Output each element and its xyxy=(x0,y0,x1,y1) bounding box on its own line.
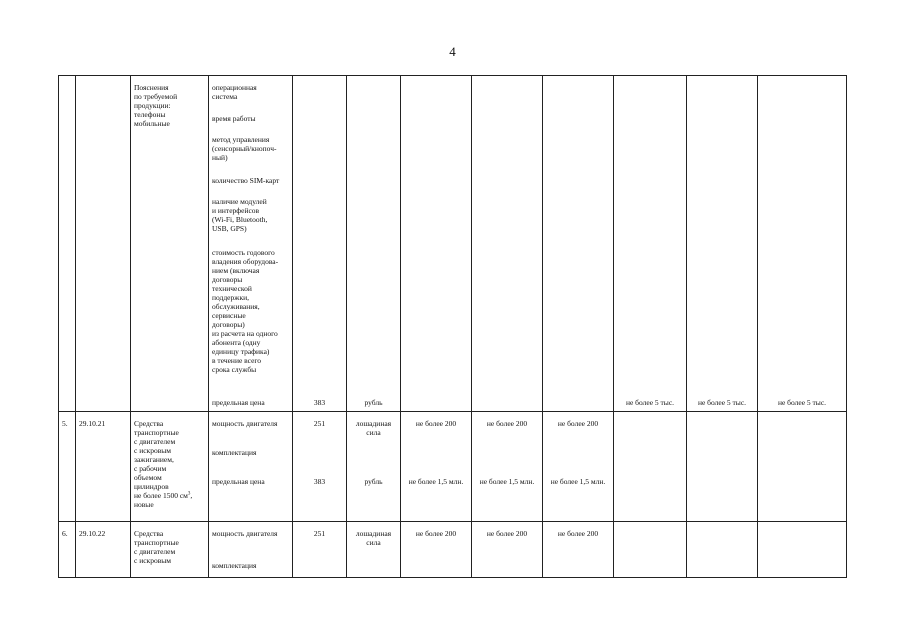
value-cell: не более 200 xyxy=(543,522,614,578)
value-cell xyxy=(543,76,614,412)
product-name-cell: Пояснения по требуемой продукции: телефоны мобильные xyxy=(131,76,209,412)
characteristic-price-limit: предельная цена xyxy=(212,477,265,486)
code-cell xyxy=(76,76,131,412)
okei-name-cell: лошадиная сила xyxy=(347,522,401,578)
value-cell: не более 200 xyxy=(401,522,472,578)
value-cell xyxy=(687,522,758,578)
product-name-cell: Средства транспортные с двигателем с искровым зажиганием, с рабочим объемом цилиндров не более 1500 $см^3$, новые xyxy=(131,412,209,522)
row-number-cell xyxy=(59,76,76,412)
characteristics-cell xyxy=(209,412,293,522)
okei-code-cell: 251 xyxy=(293,522,347,578)
value-cell xyxy=(687,412,758,522)
value-cell: не более 5 тыс. xyxy=(614,76,687,412)
value-cell xyxy=(758,412,847,522)
table-row xyxy=(59,412,847,522)
value-cell: не более 200 не более 1,5 млн. xyxy=(401,412,472,522)
characteristic-equipment: комплектация xyxy=(212,448,257,457)
okei-name-cell: лошадиная сила рубль xyxy=(347,412,401,522)
value-cell: не более 200 xyxy=(472,522,543,578)
product-name-cell: Средства транспортные с двигателем с искровым xyxy=(131,522,209,578)
okei-name-cell: рубль xyxy=(347,76,401,412)
code-cell: 29.10.22 xyxy=(76,522,131,578)
value-cell xyxy=(401,76,472,412)
okei-code-cell: 383 xyxy=(293,76,347,412)
characteristic-sim-count: количество SIM-карт xyxy=(212,176,280,185)
value-cell xyxy=(614,522,687,578)
page-number: 4 xyxy=(449,44,456,59)
value-cell: не более 200 не более 1,5 млн. xyxy=(472,412,543,522)
value-cell: не более 5 тыс. xyxy=(758,76,847,412)
characteristics-cell xyxy=(209,76,293,412)
table-row xyxy=(59,522,847,578)
value-cell: не более 200 не более 1,5 млн. xyxy=(543,412,614,522)
characteristic-battery-life: время работы xyxy=(212,114,256,123)
characteristic-ownership-cost: стоимость годового владения оборудова- нием (включая договоры технической поддержки, обслуживания, сервисные договоры) из расчета на одного абонента (одну единицу трафика) в течение всего срока службы xyxy=(212,248,279,374)
row-number-cell: 5. xyxy=(59,412,76,522)
characteristic-engine-power: мощность двигателя xyxy=(212,419,278,428)
characteristics-cell xyxy=(209,522,293,578)
row-number-cell: 6. xyxy=(59,522,76,578)
code-cell: 29.10.21 xyxy=(76,412,131,522)
characteristic-price-limit: предельная цена xyxy=(212,398,265,407)
value-cell xyxy=(472,76,543,412)
characteristic-modules: наличие модулей и интерфейсов (Wi-Fi, Bluetooth, USB, GPS) xyxy=(212,197,268,233)
value-cell xyxy=(614,412,687,522)
value-cell: не более 5 тыс. xyxy=(687,76,758,412)
table-row xyxy=(59,76,847,412)
characteristic-engine-power: мощность двигателя xyxy=(212,529,278,538)
requirements-table xyxy=(58,75,847,578)
okei-code-cell: 251 383 xyxy=(293,412,347,522)
value-cell xyxy=(758,522,847,578)
characteristic-os: операционная система xyxy=(212,83,257,101)
characteristic-control-method: метод управления (сенсорный/кнопоч- ный) xyxy=(212,135,277,162)
characteristic-equipment: комплектация xyxy=(212,561,257,570)
